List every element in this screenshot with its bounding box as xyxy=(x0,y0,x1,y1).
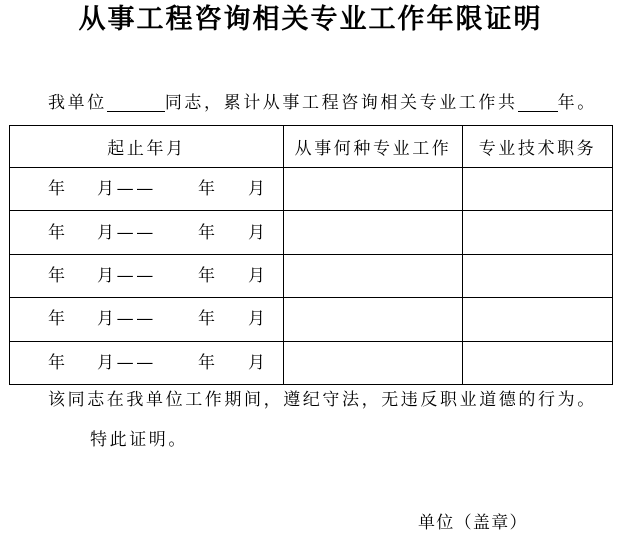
header-profession: 从事何种专业工作 xyxy=(284,126,463,168)
end-month-label: 月 xyxy=(248,222,268,243)
start-year-label: 年 xyxy=(48,179,68,200)
start-year-label: 年 xyxy=(48,222,68,243)
document-title: 从事工程咨询相关专业工作年限证明 xyxy=(78,4,543,35)
profession-cell xyxy=(284,168,463,211)
end-year-label: 年 xyxy=(198,265,218,286)
table-row xyxy=(10,168,613,211)
unit-seal-label: 单位（盖章） xyxy=(418,513,528,533)
intro-unit-prefix: 我单位 xyxy=(48,93,107,113)
end-year-label: 年 xyxy=(198,222,218,243)
start-year-label: 年 xyxy=(48,309,68,330)
end-year-label: 年 xyxy=(198,179,218,200)
table-row xyxy=(10,254,613,297)
table-row xyxy=(10,211,613,254)
position-cell xyxy=(463,211,613,254)
header-position: 专业技术职务 xyxy=(463,126,613,168)
profession-cell xyxy=(284,298,463,341)
table-row xyxy=(10,341,613,384)
position-cell xyxy=(463,341,613,384)
start-month-label: 月—— xyxy=(97,265,156,286)
name-blank xyxy=(107,92,165,112)
end-month-label: 月 xyxy=(248,179,268,200)
end-month-label: 月 xyxy=(248,352,268,373)
end-year-label: 年 xyxy=(198,309,218,330)
start-month-label: 月—— xyxy=(97,309,156,330)
years-blank xyxy=(518,92,558,112)
end-year-label: 年 xyxy=(198,352,218,373)
conduct-statement: 该同志在我单位工作期间，遵纪守法，无违反职业道德的行为。 xyxy=(48,390,597,410)
closing-text: 特此证明。 xyxy=(90,430,188,450)
end-month-label: 月 xyxy=(248,309,268,330)
start-month-label: 月—— xyxy=(97,352,156,373)
intro-sentence xyxy=(48,92,597,114)
table-row xyxy=(10,298,613,341)
position-cell xyxy=(463,168,613,211)
date-range-cell xyxy=(10,211,284,254)
date-range-cell xyxy=(10,341,284,384)
date-range-cell xyxy=(10,168,284,211)
end-month-label: 月 xyxy=(248,265,268,286)
work-history-table xyxy=(9,125,613,385)
start-year-label: 年 xyxy=(48,352,68,373)
start-year-label: 年 xyxy=(48,265,68,286)
date-range-cell xyxy=(10,298,284,341)
start-month-label: 月—— xyxy=(97,222,156,243)
start-month-label: 月—— xyxy=(97,179,156,200)
header-period: 起止年月 xyxy=(10,126,284,168)
position-cell xyxy=(463,254,613,297)
table-header-row xyxy=(10,126,613,168)
position-cell xyxy=(463,298,613,341)
intro-suffix: 年。 xyxy=(557,93,597,113)
profession-cell xyxy=(284,341,463,384)
date-range-cell xyxy=(10,254,284,297)
profession-cell xyxy=(284,211,463,254)
intro-middle-text: 同志，累计从事工程咨询相关专业工作共 xyxy=(164,93,518,113)
profession-cell xyxy=(284,254,463,297)
